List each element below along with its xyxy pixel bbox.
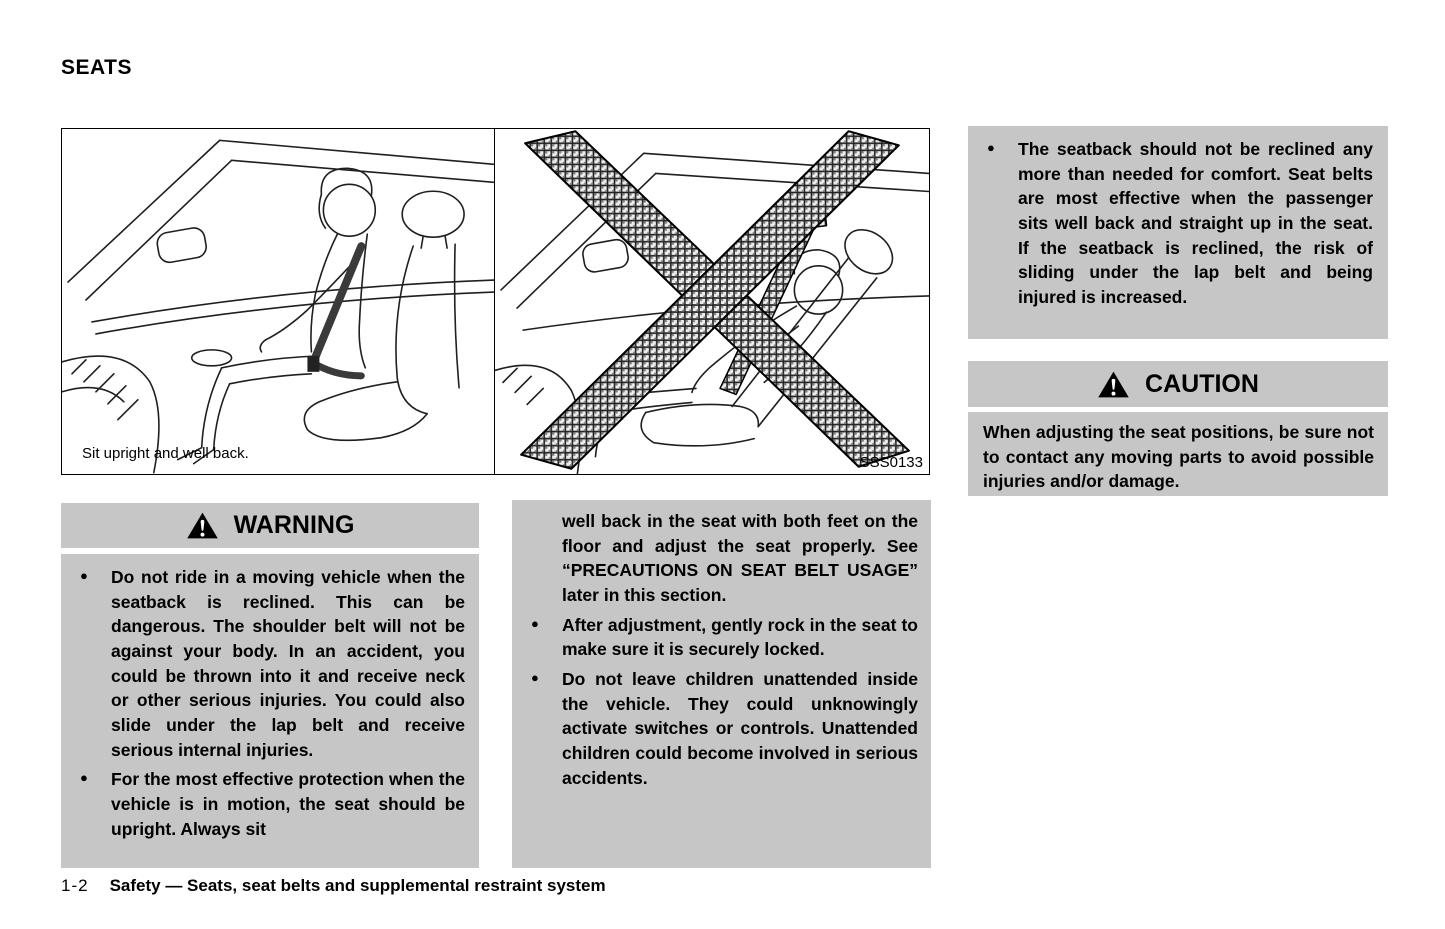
seat-upright-illustration — [62, 129, 494, 474]
bullet-icon: ● — [987, 140, 995, 155]
list-item — [984, 137, 1373, 310]
figure-right-panel — [495, 129, 929, 474]
warning-header — [61, 503, 479, 548]
warning-header-label: WARNING — [233, 511, 355, 539]
warning-bullet-text: Do not ride in a moving vehicle when the seatback is reclined. This can be dangerous. The shoulder belt will not be against your body. In an accident, you could be thrown into it and receive neck or other serious injuries. You could also slide under the lap belt and receive serious internal injuries. — [111, 567, 465, 760]
figure-left-panel — [62, 129, 495, 474]
figure-box — [61, 128, 930, 475]
warning-bullet-text: For the most effective protection when the vehicle is in motion, the seat should be upright. Always sit — [111, 769, 465, 839]
footer-text: Safety — Seats, seat belts and supplemental restraint system — [109, 876, 606, 895]
list-item — [528, 667, 918, 790]
seat-reclined-illustration — [495, 129, 929, 474]
caution-header — [968, 361, 1388, 407]
list-item — [528, 613, 918, 662]
page-footer — [61, 876, 606, 896]
seatback-note-box — [968, 126, 1388, 339]
caution-header-label: CAUTION — [1145, 369, 1259, 398]
bullet-icon: ● — [531, 615, 539, 631]
middle-bullet-text: Do not leave children unattended inside the vehicle. They could unknowingly activate switches or controls. Unattended children could become involved in serious accidents. — [562, 669, 918, 788]
middle-column-box — [512, 500, 931, 868]
warning-body — [61, 554, 479, 868]
warning-triangle-icon — [186, 511, 219, 540]
middle-bullet-text: After adjustment, gently rock in the seat to make sure it is securely locked. — [562, 614, 918, 660]
warning-triangle-icon — [1097, 370, 1130, 399]
page-title: SEATS — [61, 56, 132, 79]
bullet-icon: ● — [80, 770, 88, 786]
caution-body — [968, 412, 1388, 496]
figure-caption: Sit upright and well back. — [82, 445, 249, 462]
list-item — [77, 565, 465, 762]
continuation-text: well back in the seat with both feet on the floor and adjust the seat properly. See “PRECAUTIONS ON SEAT BELT USAGE” later in this section. — [562, 511, 918, 606]
page-number: 1-2 — [61, 876, 89, 895]
caution-text: When adjusting the seat positions, be sure not to contact any moving parts to avoid possible injuries and/or damage. — [983, 422, 1374, 492]
bullet-icon: ● — [80, 568, 88, 583]
bullet-icon: ● — [531, 670, 539, 686]
note-text: The seatback should not be reclined any more than needed for comfort. Seat belts are most effective when the passenger sits well back and straight up in the seat. If the seatback is reclined, the risk of sliding under the lap belt and being injured is increased. — [1018, 139, 1373, 308]
list-item — [77, 767, 465, 841]
figure-code: SSS0133 — [859, 454, 923, 471]
